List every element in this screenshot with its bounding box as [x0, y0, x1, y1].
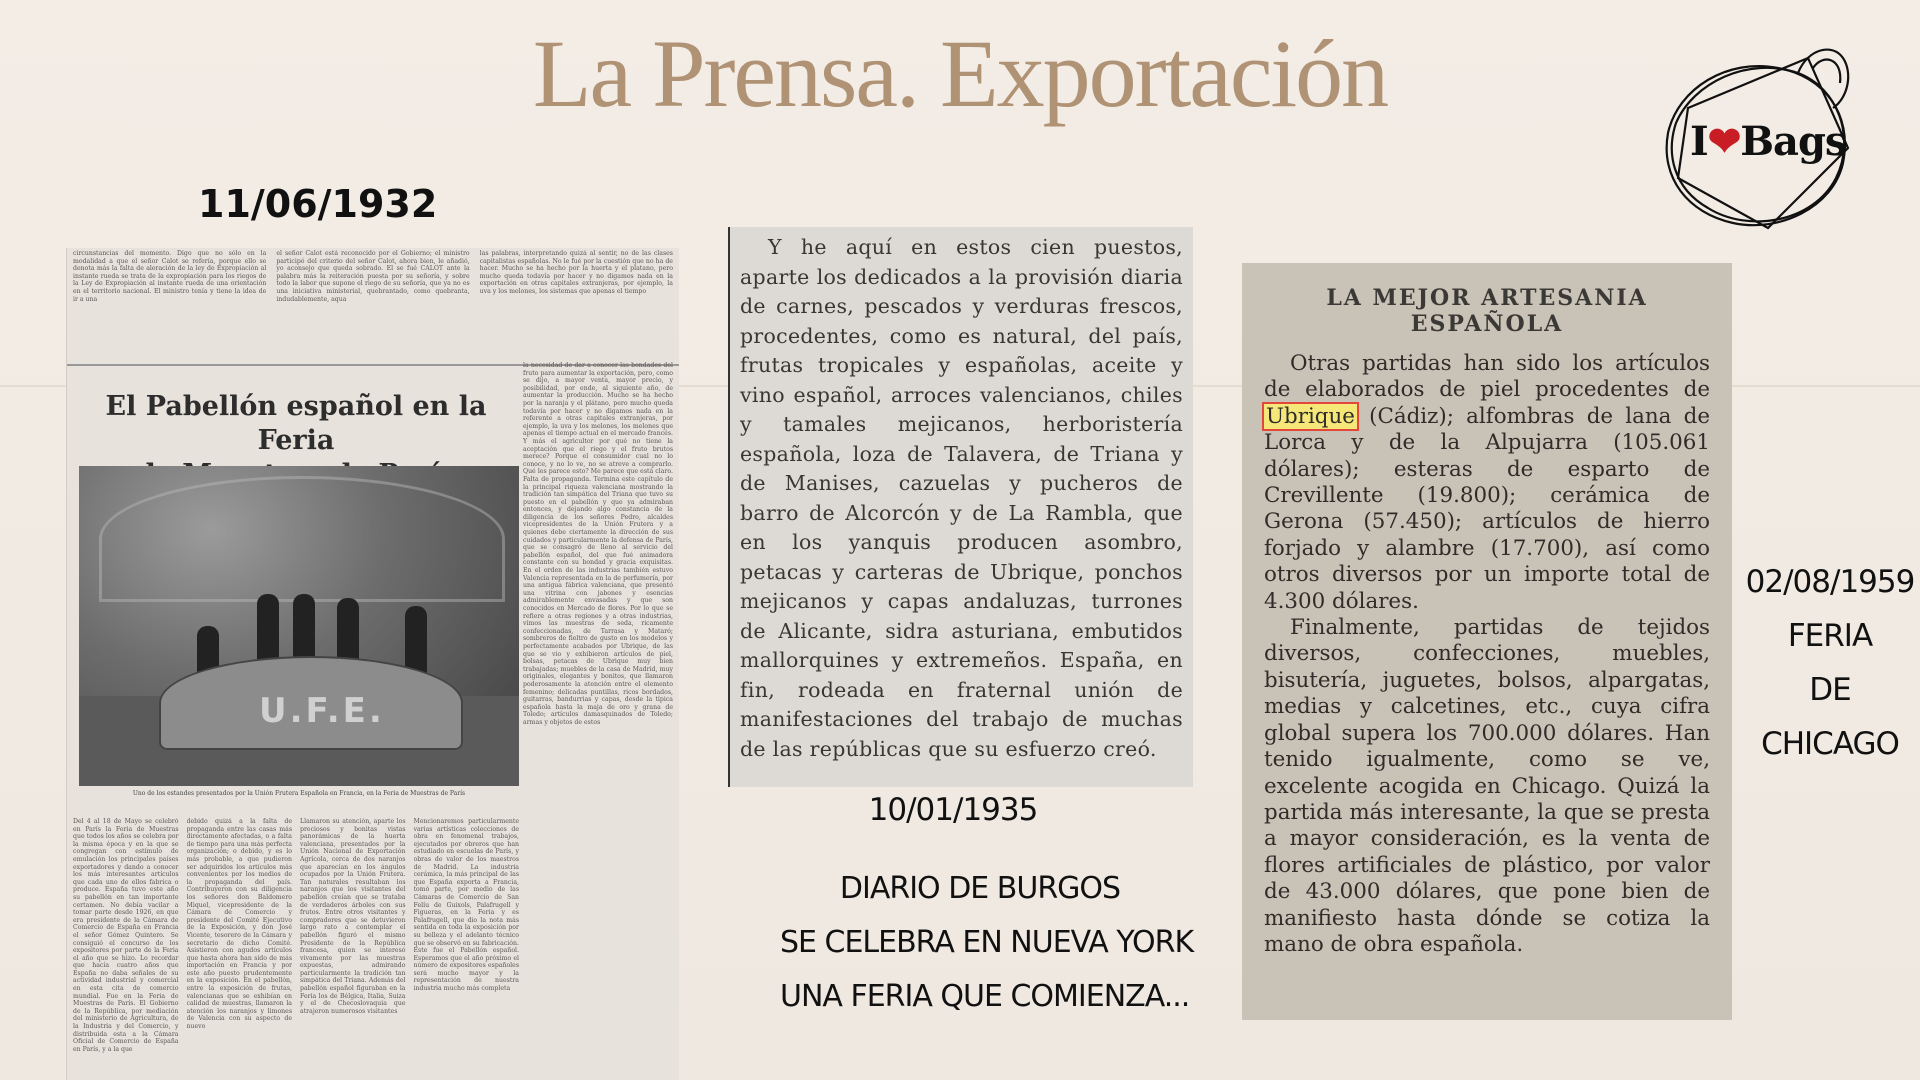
- clip3-heading: [1264, 285, 1710, 337]
- photo-person: [405, 606, 427, 676]
- photo-person: [293, 594, 315, 664]
- clip1-bottom-columns: [73, 818, 519, 1080]
- newspaper-clipping-1959: [1242, 263, 1732, 1020]
- clip3-date-caption: [1740, 555, 1920, 771]
- clip2-caption-line: SE CELEBRA EN NUEVA YORK: [780, 925, 1194, 960]
- photo-arch: [99, 476, 505, 602]
- highlighted-word: Ubrique: [1266, 403, 1355, 429]
- clip3-date-line: 02/08/1959: [1745, 564, 1915, 600]
- photo-person: [257, 594, 279, 664]
- clip1-photo-caption: Uno de los estandes presentados por la Unión Frutera Española en Francia, en la Feria de Muestras de París: [132, 790, 466, 797]
- logo-prefix: I: [1690, 118, 1708, 165]
- clip1-top-col: las palabras, interpretando quizá al sentir, no de las clases capitalistas españolas. No le fué por la cuestión que no ha de hacer. Mucho se ha hecho por la huerta y el platano, pero mucho queda todavía por hacer y no digamos nada en la exportación en otras capitales extranjeras, por ejemplo, la uva y los melones, los sistemas que apenas el tiempo: [479, 250, 673, 295]
- clip1-bottom-col: Llamaron su atención, aparte los preciosos y bonitas vistas panorámicas de la huerta valenciana, presentados por la Unión Nacional de Exportación Agrícola, cerca de dos naranjos que aparecían en los ángulos ocupados por la Unión Frutera. Tan naturales resultaban los naranjos que los visitantes del pabellón creían que se trataba de verdaderos árboles con sus frutos. Entre otros visitantes y compradores que se detuvieron largo rato a contemplar el pabellón figuró el mismo Presidente de la República francesa, quien se interesó vivamente por las muestras expuestas, admirando particularmente la tradición tan simpática del Triana. Además del pabellón español figuraban en la Feria los de Bélgica, Italia, Suiza y el de Checoslovaquia que atrajeron numerosos visitantes: [300, 818, 406, 1015]
- newspaper-clipping-1935: [728, 227, 1193, 787]
- page-title: La Prensa. Exportación: [532, 20, 1388, 127]
- clip2-caption: [780, 862, 1194, 1024]
- clip3-heading-line1: LA MEJOR ARTESANIA: [1326, 285, 1648, 311]
- clip2-caption-line: UNA FERIA QUE COMIENZA...: [780, 979, 1190, 1014]
- clip3-paragraph-2: Finalmente, partidas de tejidos diversos, confecciones, muebles, bisutería, juguetes, bolsos, alpargatas, medias y calcetines, etc., cuya cifra global supera los 700.000 dólares. Han tenido igualmente, como se ve, excelente acogida en Chicago. Quizá la partida más interesante, la que se presta a mayor consideración, es la venta de flores artificiales de plástico, por valor de 43.000 dólares, que pone bien de manifiesto hasta dónde se cotiza la mano de obra española.: [1264, 615, 1710, 957]
- clip3-paragraph-1: [1264, 351, 1710, 615]
- clip1-bottom-col: debido quizá a la falta de propaganda entre las casas más directamente afectadas, o a falta de tiempo para una más perfecta organización; o debido, y es lo más probable, a que pudieron ser adquiridos los artículos más convenientes por los medios de la propaganda del país. Contribuyeron con su diligencia los señores don Baldomero Miquel, vicepresidente de la Cámara de Comercio y presidente del Comité Ejecutivo de la Exposición, y don José Vicente, tesorero de la Cámara y secretario de dicho Comité. Asistieron con agudos artículos que hasta ahora han sido de más importación en Francia y por este año puesto prudentemente en la exposición. En el pabellón, entre la exposición de frutas, valencianas que se exhibían en calidad de muestras, llamaron la atención los naranjos y limones de Valencia con su aspecto de nuevo: [186, 818, 292, 1031]
- pavilion-photo: [79, 466, 519, 786]
- clip3-date-line: DE: [1809, 672, 1851, 708]
- clip2-date: 10/01/1935: [868, 792, 1038, 828]
- clip1-right-column: [523, 362, 673, 1062]
- clip1-headline-line1: El Pabellón español en la Feria: [105, 391, 487, 456]
- clip1-right-text: la necesidad de dar a conocer las bondades del fruto para aumentar la exportación, pero, como se dijo, a mayor venta, mayor precio, y posibilidad, por ende, al siguiente año, de aumentar la producción. Mucho se ha hecho por la naranja y el plátano, pero mucho queda todavía por hacer y no digamos nada en la referente a otras capitales extranjeras, por ejemplo, la uva y los melones, los melones que apenas el tiempo actual en el mercado francés. Y más el agricultor por qué no tiene la aceptación que el riego y el fruto brutos merece? Porque el consumidor cual no lo conoce, y no lo ve, no se atreve a comprarlo. Qué les parece esto? Me parece que está claro. Falta de propaganda. Termina este capítulo de la principal riqueza valenciana mostrando la tradición tan simpática del Triana que tuvo su puesto en el pabellón y que ya admiraban entonces, y dejando algo constancia de la diligencia de los señores Pedro, alcaldes vicepresidentes de la Unión Frutera y a quienes debe ciertamente la dirección de sus cuidados y particularmente la defensa de París, que se consagró de lleno al servicio del pabellón español, del que fué animadora constante con su bondad y gracia exquisitas. En el orden de las industrias también estuvo Valencia representada en la de perfumería, por una antigua fábrica valenciana, que presentó una vitrina con jabones y esencias admirablemente envasadas y que son conocidos en Mercado de flores. Por lo que se refiere a otras regiones y a otras industrias, vimos las muestras de seda, ricamente confeccionadas, de Tarrasa y Mataró; sombreros de fieltro de gusto en los modelos y perfectamente acabados por Ubrique, de las que se vio y exhibieron artículos de piel, bolsas, petacas de Ubrique muy bien trabajadas; muebles de la casa de Madrid, muy originales, elegantes y bonitos, que llamaron poderosamente la atención entre el elemento femenino; delicadas puntillas, ricos bordados, guitarras, bandurrias y capas, desde la típica española hasta la maja de oro y grana de Toledo; artículos damasquinados de Toledo; armas y objetos de estos: [523, 362, 673, 726]
- logo-word: Bags: [1740, 118, 1847, 165]
- clip3-para1-after: (Cádiz); alfombras de lana de Lorca y de la Alpujarra (105.061 dólares); esteras de esparto de Crevillente (19.800); cerámica de Gerona (57.450); artículos de hierro forjado y alambre (17.700), así como otros diversos por un importe total de 4.300 dólares.: [1264, 403, 1710, 614]
- clip1-bottom-col: Del 4 al 18 de Mayo se celebró en París la Feria de Muestras que todos los años se celebra por la misma época y en la que se congregan con estímulo de emulación los principales países exportadores y dando a conocer los más interesantes artículos que cada uno de ellos fabrica o produce. España tuvo este año su pabellón en tan importante certamen. No debía vacilar a tomar parte desde 1926, en que era presidente de la Cámara de Comercio de España en Francia el señor Gómez Quintero. Se consiguió el concurso de los expositores por parte de la Feria el año que se hizo. Lo recordar que hacía cuatro años que España no daba señales de su actividad industrial y comercial en esta cita de comercio mundial. Fue en la Feria de Muestras de París. El Gobierno de la República, por mediación del ministerio de Agricultura, de la Industria y del Comercio, y distribuida esta a la Cámara Oficial de Comercio de España en París, y a la que: [73, 818, 179, 1053]
- photo-sign: U.F.E.: [259, 691, 385, 731]
- clip1-top-columns: [67, 248, 679, 366]
- logo-text: [1690, 118, 1846, 165]
- newspaper-clipping-1932: [66, 248, 679, 1080]
- clip1-top-col: circunstancias del momento. Dígo que no sólo en la modalidad a que el señor Calot se refería, porque ello se denota más la falta de aleración de la ley de Expropiación al instante rueda se trata de la expropiación para los riegos de la Ley de Expropiación al instante rueda de una orientación en el territorio nacional. El ministro tenía y tiene la idea de ir a una: [73, 250, 267, 303]
- clip3-date-line: CHICAGO: [1761, 726, 1899, 762]
- heart-icon: ❤: [1707, 118, 1741, 165]
- clip3-date-line: FERIA: [1787, 618, 1873, 654]
- clip1-date: 11/06/1932: [198, 182, 438, 226]
- clip1-bottom-col: Mencionaremos particularmente varias artísticas colecciones de obra en fenomenal trabajos, ejecutados por obreros que han estudiado en escuelas de París, y obras de valor de los maestros de Madrid. La industria cerámica, la más principal de las que España exporta a Francia, tomó parte, por medio de las Cámaras de Comercio de San Felíu de Guixols, Palafrugell y Figueras, en la Feria y es Palafrugell, que dio la nota más sentida en toda la exposición por su belleza y el adelanto técnico que se observó en su fabricación. Este fue el Pabellón español. Esperamos que el año próximo el número de expositores españoles será mucho mayor y la representación de nuestra industria mucho más completa: [413, 818, 519, 993]
- clip3-heading-line2: ESPAÑOLA: [1410, 311, 1564, 337]
- clip2-text: Y he aquí en estos cien puestos, aparte los dedicados a la provisión diaria de carnes, pescados y verduras frescos, procedentes, como es natural, del país, frutas tropicales y españolas, aceite y vino español, arroces valencianos, chiles y tamales mejicanos, herboristería española, loza de Talavera, de Triana y de Manises, cazuelas y pucheros de barro de Alcorcón y de La Rambla, que en los yanquis producen asombro, petacas y carteras de Ubrique, ponchos mejicanos y capas andaluzas, turrones de Alicante, sidra asturiana, embutidos mallorquines y extremeños. España, en fin, rodeada en fraternal unión de manifestaciones del trabajo de muchas de las repúblicas que su esfuerzo creó.: [740, 235, 1183, 761]
- clip3-para1-before: Otras partidas han sido los artículos de elaborados de piel procedentes de: [1264, 351, 1710, 403]
- clip2-caption-line: DIARIO DE BURGOS: [839, 871, 1121, 906]
- clip1-top-col: el señor Calot está reconocido por el Gobierno; el ministro participó del criterio del señor Calot, ahora bien, le añadió, yo aconsejo que queda sobrado. El se fué CALOT ante la palabra más la reiteración puesta por su señoría, y sobre todo la labor que supone el riego de su señoría, que ya no es una iniciativa ministerial, quebrantado, como quebranta, indudablemente, aqua: [276, 250, 470, 303]
